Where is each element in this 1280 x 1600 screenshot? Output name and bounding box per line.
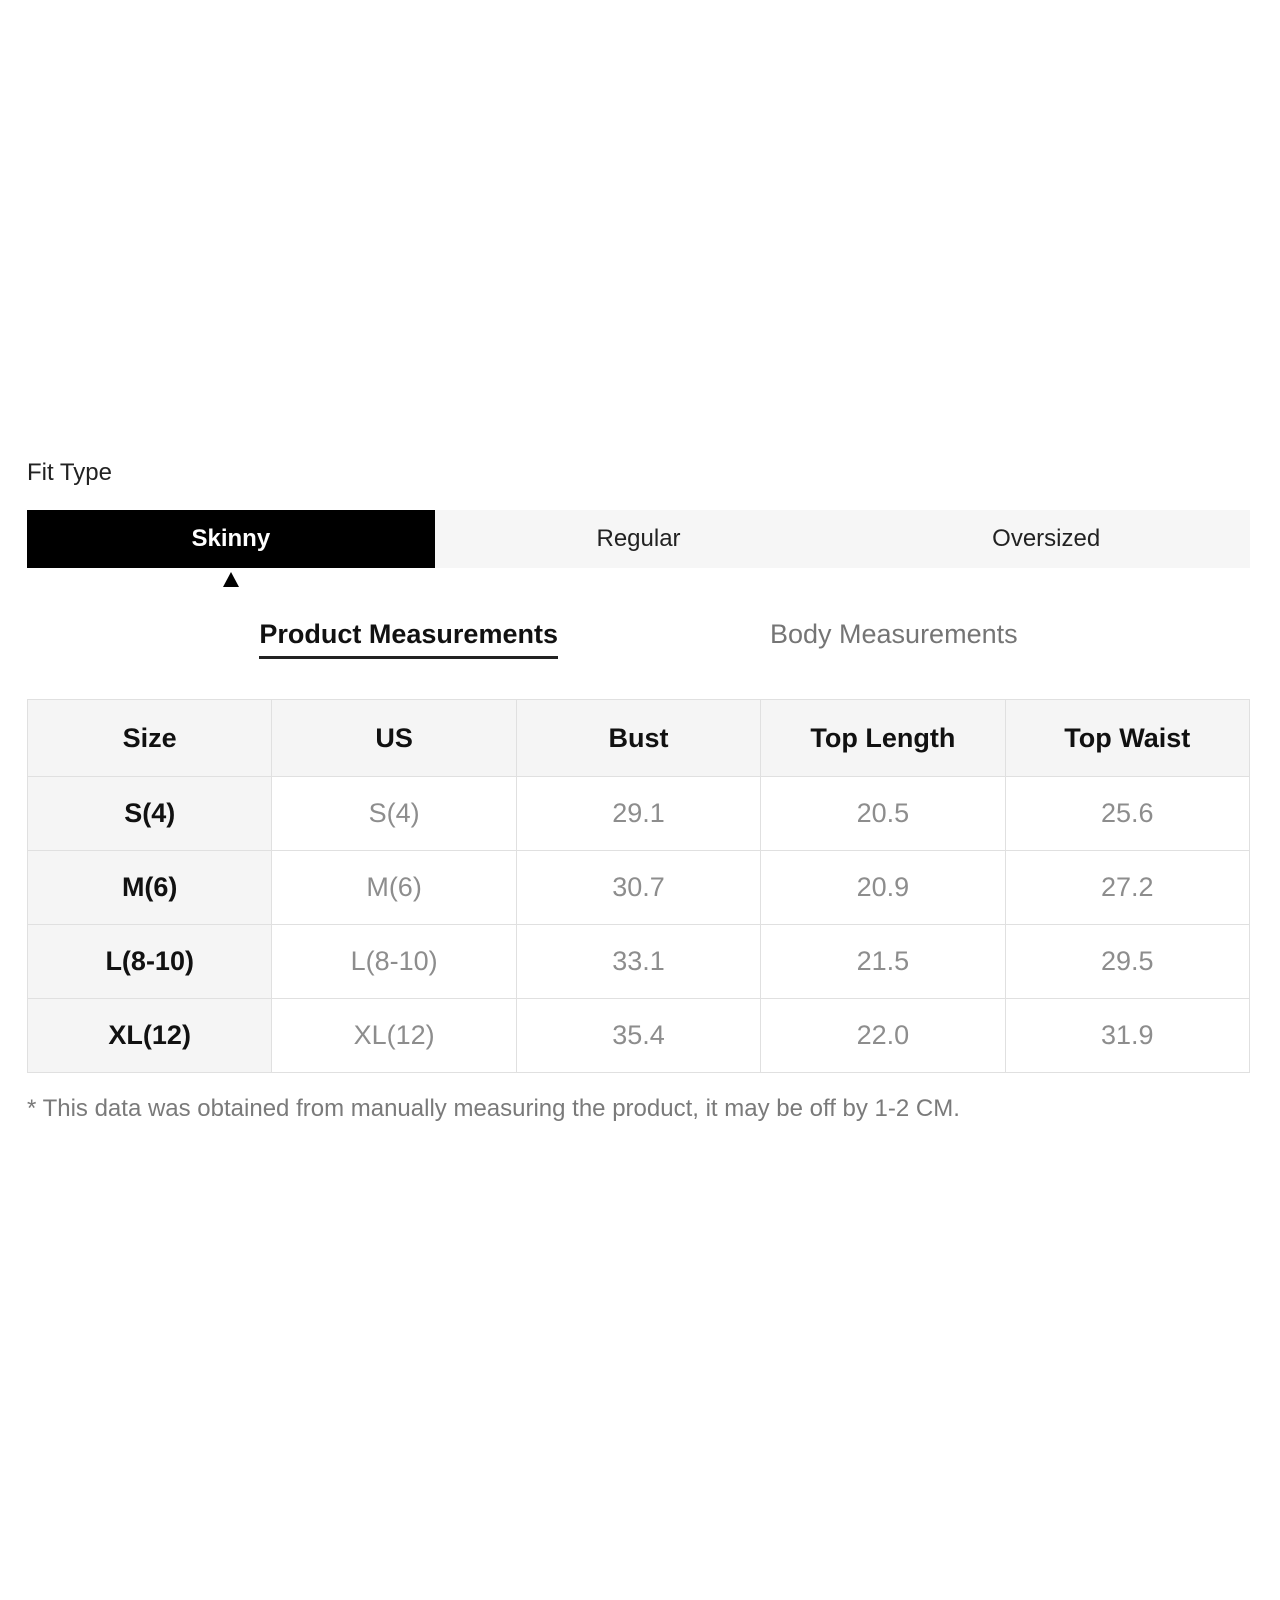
measurement-cell: XL(12) [272, 999, 516, 1073]
fit-tab-oversized-label: Oversized [992, 525, 1101, 552]
measurement-cell: 33.1 [516, 925, 760, 999]
table-row [28, 851, 1250, 925]
table-row [28, 925, 1250, 999]
column-header-top-waist: Top Waist [1005, 700, 1249, 777]
measurement-cell: 30.7 [516, 851, 760, 925]
measurement-cell: 31.9 [1005, 999, 1249, 1073]
size-row-header: XL(12) [28, 999, 272, 1073]
table-row [28, 777, 1250, 851]
fit-tab-skinny-label: Skinny [191, 525, 271, 552]
table-header-row [28, 700, 1250, 777]
column-header-us: US [272, 700, 516, 777]
measurement-cell: L(8-10) [272, 925, 516, 999]
measurement-cell: 27.2 [1005, 851, 1249, 925]
measurement-cell: 35.4 [516, 999, 760, 1073]
size-row-header: M(6) [28, 851, 272, 925]
table-row [28, 999, 1250, 1073]
tab-product-measurements[interactable]: Product Measurements [259, 618, 558, 659]
tab-body-measurements[interactable]: Body Measurements [769, 619, 1018, 649]
fit-tab-regular[interactable] [435, 510, 843, 568]
measurement-cell: 25.6 [1005, 777, 1249, 851]
measurement-cell: 20.5 [761, 777, 1005, 851]
column-header-top-length: Top Length [761, 700, 1005, 777]
measurement-disclaimer: * This data was obtained from manually measuring the product, it may be off by 1-2 CM. [27, 1095, 960, 1122]
fit-tab-skinny[interactable] [27, 510, 435, 568]
measurement-type-tabs [27, 618, 1250, 659]
fit-type-tab-bar [27, 510, 1250, 568]
measurement-cell: 22.0 [761, 999, 1005, 1073]
measurement-cell: 29.1 [516, 777, 760, 851]
active-tab-pointer-icon [223, 572, 239, 587]
measurement-cell: S(4) [272, 777, 516, 851]
fit-type-label: Fit Type [27, 459, 112, 486]
fit-tab-oversized[interactable] [842, 510, 1250, 568]
size-row-header: S(4) [28, 777, 272, 851]
size-row-header: L(8-10) [28, 925, 272, 999]
column-header-bust: Bust [516, 700, 760, 777]
measurement-cell: 21.5 [761, 925, 1005, 999]
measurement-cell: 29.5 [1005, 925, 1249, 999]
fit-tab-regular-label: Regular [596, 525, 681, 552]
measurement-cell: M(6) [272, 851, 516, 925]
measurement-cell: 20.9 [761, 851, 1005, 925]
column-header-size: Size [28, 700, 272, 777]
size-table [27, 699, 1250, 1073]
